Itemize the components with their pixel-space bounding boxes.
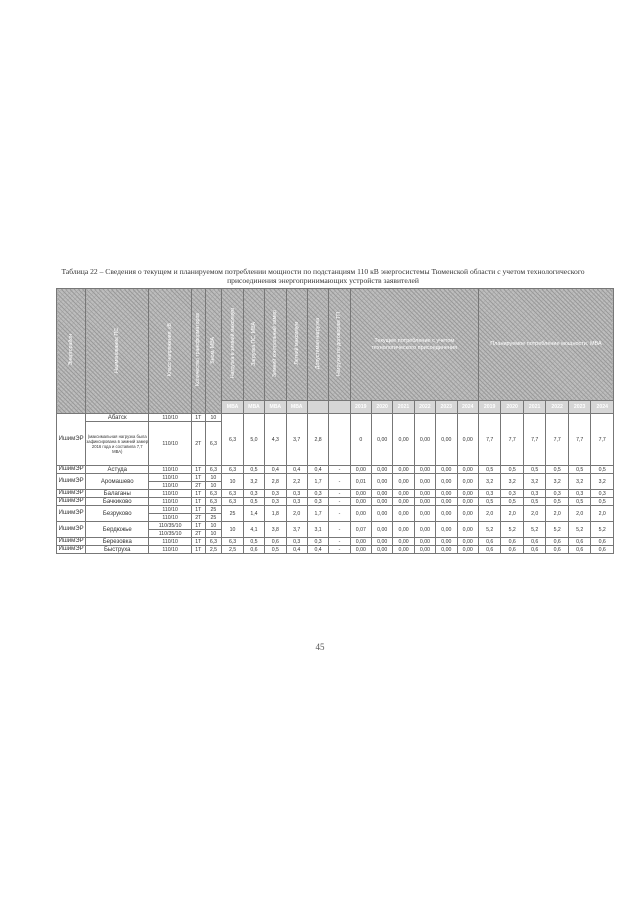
table-cell: ИшимЭР	[57, 474, 86, 490]
table-cell: 0,00	[350, 538, 371, 546]
table-cell: 0,4	[265, 466, 286, 474]
table-cell: 0,00	[393, 474, 414, 490]
header-smax: Нагрузка в зимний максимум	[222, 289, 243, 401]
table-cell: 0,00	[414, 522, 435, 538]
table-cell: 0,3	[307, 498, 328, 506]
table-cell: 0,5	[568, 498, 591, 506]
table-cell: 2,0	[501, 506, 524, 522]
table-row	[57, 498, 614, 506]
table-cell: 0,00	[457, 474, 478, 490]
table-cell: ИшимЭР	[57, 546, 86, 554]
subheader-cell: 2021	[393, 401, 414, 414]
subheader-cell: МВА	[243, 401, 264, 414]
table-cell: 0,00	[457, 522, 478, 538]
table-cell: Бердюжье	[86, 522, 149, 538]
table-cell: 0,3	[286, 538, 307, 546]
table-cell: 0,00	[436, 538, 457, 546]
table-cell: 1,4	[243, 506, 264, 522]
table-cell: 0,4	[286, 466, 307, 474]
table-row	[57, 546, 614, 554]
table-cell: -	[329, 466, 350, 474]
table-cell: Быструха	[86, 546, 149, 554]
subheader-cell: 2024	[591, 401, 614, 414]
table-cell: 1Т	[192, 490, 206, 498]
table-cell: 3,2	[568, 474, 591, 490]
table-cell: 0,5	[546, 466, 569, 474]
table-cell: Абатск	[86, 414, 149, 422]
table-cell: 0,00	[372, 498, 393, 506]
table-cell: 110/10	[149, 422, 192, 466]
table-cell: 110/35/10	[149, 530, 192, 538]
table-cell: 4,3	[265, 414, 286, 466]
table-cell: 5,2	[568, 522, 591, 538]
table-cell: 0,00	[393, 546, 414, 554]
table-cell: 0,00	[436, 546, 457, 554]
table-cell: 0,00	[457, 466, 478, 474]
table-cell: 6,3	[205, 422, 222, 466]
header-p2: Загрузка ПС, МВА	[243, 289, 264, 401]
table-cell: 0,00	[372, 466, 393, 474]
table-cell: 6,3	[222, 538, 243, 546]
table-cell: 0,00	[436, 522, 457, 538]
table-cell: 5,0	[243, 414, 264, 466]
table-cell: 0,6	[501, 538, 524, 546]
table-cell: 110/10	[149, 414, 192, 422]
table-cell: 0,00	[372, 522, 393, 538]
table-cell: 7,7	[568, 414, 591, 466]
header-p3: Зимний контрольный замер	[265, 289, 286, 401]
table-cell: 0,6	[523, 546, 546, 554]
table-cell: Балаганы	[86, 490, 149, 498]
table-cell: 0,4	[307, 466, 328, 474]
table-cell: 0,6	[265, 538, 286, 546]
table-cell: 3,8	[265, 522, 286, 538]
table-cell: 0,3	[591, 490, 614, 498]
table-cell: 6,3	[222, 466, 243, 474]
table-cell: 0,00	[436, 414, 457, 466]
table-cell: 0,00	[393, 466, 414, 474]
table-cell: 0,00	[372, 506, 393, 522]
table-row	[57, 474, 614, 482]
table-body	[57, 414, 614, 554]
table-cell: 25	[222, 506, 243, 522]
table-cell: 0,00	[350, 466, 371, 474]
table-cell: 0,07	[350, 522, 371, 538]
table-cell: 3,1	[307, 522, 328, 538]
table-cell: 6,3	[205, 466, 222, 474]
table-row	[57, 522, 614, 530]
table-cell: 0,6	[591, 538, 614, 546]
table-cell: 5,2	[501, 522, 524, 538]
table-cell: 2,0	[591, 506, 614, 522]
header-voltage: Класс напряжения, кВ	[149, 289, 192, 414]
substation-table	[56, 288, 614, 554]
table-cell: 0,6	[478, 538, 501, 546]
subheader-cell: 2019	[478, 401, 501, 414]
table-cell: 0,3	[307, 490, 328, 498]
table-cell: 0,00	[393, 538, 414, 546]
table-cell: 0,00	[414, 546, 435, 554]
table-cell: 0,00	[372, 474, 393, 490]
table-cell: 3,7	[286, 522, 307, 538]
table-cell: 0,5	[591, 498, 614, 506]
table-cell: ИшимЭР	[57, 490, 86, 498]
table-cell: 2,0	[478, 506, 501, 522]
table-cell: 7,7	[501, 414, 524, 466]
table-cell: 10	[205, 522, 222, 530]
table-cell: 7,7	[478, 414, 501, 466]
table-cell: 110/10	[149, 474, 192, 482]
table-cell: 110/10	[149, 490, 192, 498]
table-cell: 2,8	[265, 474, 286, 490]
table-cell: 110/10	[149, 498, 192, 506]
table-cell: 3,2	[501, 474, 524, 490]
subheader-cell: 2022	[414, 401, 435, 414]
table-cell: 7,7	[546, 414, 569, 466]
table-cell: 0,01	[350, 474, 371, 490]
table-cell: 0	[350, 414, 371, 466]
table-cell: 0,5	[265, 546, 286, 554]
table-cell: 25	[205, 514, 222, 522]
table-caption: Таблица 22 – Сведения о текущем и планируемом потреблении мощности по подстанциям 110 кВ энергосистемы Тюменской области с учетом технологического присоединения энергопринимающих устройств заявителей	[61, 267, 585, 285]
table-cell: 0,00	[372, 490, 393, 498]
table-cell: 0,00	[350, 546, 371, 554]
table-cell: 2,5	[205, 546, 222, 554]
table-cell: -	[329, 522, 350, 538]
table-cell: 3,2	[243, 474, 264, 490]
table-cell: 0,6	[523, 538, 546, 546]
table-cell: 0,3	[501, 490, 524, 498]
table-cell: 2Т	[192, 530, 206, 538]
table-cell: 6,3	[222, 414, 243, 466]
table-cell: 0,6	[568, 546, 591, 554]
table-cell: 1Т	[192, 466, 206, 474]
table-cell: 3,2	[478, 474, 501, 490]
table-cell: 0,3	[265, 490, 286, 498]
header-snom: Sном, МВА	[205, 289, 222, 414]
table-cell: 5,2	[478, 522, 501, 538]
table-row	[57, 506, 614, 514]
table-cell: 0,00	[436, 466, 457, 474]
table-cell: 6,3	[222, 490, 243, 498]
table-cell: 0,5	[568, 466, 591, 474]
table-cell: 0,00	[436, 498, 457, 506]
table-row	[57, 538, 614, 546]
table-cell: 0,5	[501, 498, 524, 506]
table-cell: -	[329, 498, 350, 506]
table-cell: 0,3	[478, 490, 501, 498]
table-cell: 2Т	[192, 422, 206, 466]
table-cell: 2,0	[523, 506, 546, 522]
table-cell: 1,8	[265, 506, 286, 522]
table-cell: 110/10	[149, 546, 192, 554]
table-cell: 110/10	[149, 482, 192, 490]
table-cell: -	[329, 538, 350, 546]
table-cell: 0,00	[393, 414, 414, 466]
table-cell: 0,3	[243, 490, 264, 498]
table-cell: 0,00	[414, 506, 435, 522]
table-cell: 0,00	[457, 498, 478, 506]
table-cell: 1Т	[192, 506, 206, 514]
subheader-cell: 2020	[501, 401, 524, 414]
table-cell: 0,00	[393, 498, 414, 506]
table-cell: Астуда	[86, 466, 149, 474]
table-cell: 5,2	[523, 522, 546, 538]
header-region: Энергорайон	[57, 289, 86, 414]
table-cell: 1,7	[307, 474, 328, 490]
table-cell: 0,6	[243, 546, 264, 554]
table-cell: 0,00	[372, 538, 393, 546]
table-cell: 1Т	[192, 474, 206, 482]
table-cell: ИшимЭР	[57, 466, 86, 474]
table-cell: ИшимЭР	[57, 414, 86, 466]
table-cell: -	[329, 474, 350, 490]
table-cell: 10	[205, 482, 222, 490]
table-cell: 0,3	[286, 490, 307, 498]
header-p6: Нагрузка по договорам ТП	[329, 289, 350, 401]
table-cell: 0,6	[546, 546, 569, 554]
table-cell: 0,3	[523, 490, 546, 498]
table-cell: 0,5	[243, 498, 264, 506]
header-name: Наименование ПС	[86, 289, 149, 414]
table-cell: 2Т	[192, 482, 206, 490]
table-cell: 0,4	[307, 546, 328, 554]
table-cell: 2,8	[307, 414, 328, 466]
table-cell: 3,2	[546, 474, 569, 490]
table-cell: 5,2	[546, 522, 569, 538]
table-cell: 0,00	[414, 538, 435, 546]
table-cell: 2,0	[286, 506, 307, 522]
subheader-cell: МВА	[222, 401, 243, 414]
table-cell: 0,5	[546, 498, 569, 506]
table-cell: Бачкиково	[86, 498, 149, 506]
table-cell: 0,00	[350, 490, 371, 498]
table-cell: 110/10	[149, 538, 192, 546]
table-cell: 0,6	[568, 538, 591, 546]
table-cell: 0,5	[523, 466, 546, 474]
table-cell: 0,5	[478, 466, 501, 474]
subheader-cell: МВА	[265, 401, 286, 414]
table-cell: 110/10	[149, 466, 192, 474]
table-cell: 0,00	[436, 506, 457, 522]
table-cell: 6,3	[222, 498, 243, 506]
table-cell: 6,3	[205, 490, 222, 498]
table-cell: ИшимЭР	[57, 538, 86, 546]
table-cell: 0,5	[523, 498, 546, 506]
table-cell: 0,00	[350, 506, 371, 522]
table-cell: 0,3	[546, 490, 569, 498]
table-cell: Безруково	[86, 506, 149, 522]
table-cell: 0,00	[457, 538, 478, 546]
table-cell: 0,00	[393, 522, 414, 538]
subheader-cell: 2020	[372, 401, 393, 414]
table-cell	[329, 414, 350, 466]
table-cell: 0,6	[501, 546, 524, 554]
table-cell: 0,00	[457, 506, 478, 522]
table-cell: 0,00	[372, 546, 393, 554]
table-cell: 5,2	[591, 522, 614, 538]
table-cell: -	[329, 546, 350, 554]
table-cell: 0,00	[372, 414, 393, 466]
table-cell: 3,2	[523, 474, 546, 490]
table-cell: 1Т	[192, 522, 206, 530]
table-cell: 0,00	[393, 506, 414, 522]
table-cell: 0,3	[265, 498, 286, 506]
table-cell: 0,3	[307, 538, 328, 546]
table-cell: 0,5	[591, 466, 614, 474]
table-cell: 0,6	[546, 538, 569, 546]
table-cell: 110/10	[149, 514, 192, 522]
table-row	[57, 490, 614, 498]
table-cell: 0,6	[591, 546, 614, 554]
table-cell: 2,2	[286, 474, 307, 490]
table-cell: 0,4	[286, 546, 307, 554]
table-cell: ИшимЭР	[57, 522, 86, 538]
table-cell: 0,5	[243, 538, 264, 546]
table-cell: (максимальная нагрузка была зафиксирована в зимний замер 2016 года и составила 7,7 МВА)	[86, 422, 149, 466]
page-number: 45	[315, 642, 325, 652]
table-cell: Аромашево	[86, 474, 149, 490]
subheader-cell: 2023	[568, 401, 591, 414]
table-cell: Березовка	[86, 538, 149, 546]
table-cell: 0,00	[414, 414, 435, 466]
table-cell: 3,7	[286, 414, 307, 466]
table-cell: 10	[205, 474, 222, 482]
table-cell: 3,2	[591, 474, 614, 490]
header-group-plan: Планируемое потребление мощности, МВА	[478, 289, 613, 401]
table-cell: 6,3	[205, 538, 222, 546]
table-cell: 2,5	[222, 546, 243, 554]
subheader-cell: МВА	[286, 401, 307, 414]
header-transformers: Количество трансформаторов	[192, 289, 206, 414]
table-cell: 2Т	[192, 514, 206, 522]
table-cell: 0,5	[243, 466, 264, 474]
subheader-cell	[329, 401, 350, 414]
table-cell: 0,3	[568, 490, 591, 498]
table-cell: 1Т	[192, 498, 206, 506]
table-cell: 0,6	[478, 546, 501, 554]
table-cell: 0,00	[350, 498, 371, 506]
table-cell: 110/10	[149, 506, 192, 514]
subheader-cell: 2024	[457, 401, 478, 414]
table-cell: 4,1	[243, 522, 264, 538]
table-cell: 1Т	[192, 538, 206, 546]
header-group-tp: Текущее потребление с учетом технологического присоединения	[350, 289, 478, 401]
table-cell: 1Т	[192, 414, 206, 422]
table-cell: 6,3	[205, 498, 222, 506]
table-cell: 0,3	[286, 498, 307, 506]
subheader-cell: 2021	[523, 401, 546, 414]
subheader-cell: 2023	[436, 401, 457, 414]
table-cell: 7,7	[591, 414, 614, 466]
table-cell: 10	[222, 474, 243, 490]
table-cell: 0,00	[414, 474, 435, 490]
header-p4: Летний максимум	[286, 289, 307, 401]
subheader-cell: 2022	[546, 401, 569, 414]
table-cell: 10	[205, 414, 222, 422]
table-cell: 0,00	[457, 546, 478, 554]
table-cell: 1Т	[192, 546, 206, 554]
table-cell: -	[329, 490, 350, 498]
table-cell: 2,0	[568, 506, 591, 522]
table-cell: 0,00	[393, 490, 414, 498]
subheader-cell: 2019	[350, 401, 371, 414]
table-cell: 0,5	[501, 466, 524, 474]
table-cell: 25	[205, 506, 222, 514]
table-cell: -	[329, 506, 350, 522]
table-cell: 0,00	[436, 474, 457, 490]
table-cell: 110/35/10	[149, 522, 192, 530]
subheader-cell	[307, 401, 328, 414]
table-row	[57, 466, 614, 474]
table-cell: 0,00	[457, 414, 478, 466]
table-cell: ИшимЭР	[57, 506, 86, 522]
table-cell: 0,00	[414, 466, 435, 474]
table-cell: 0,00	[436, 490, 457, 498]
table-cell: 10	[205, 530, 222, 538]
table-row	[57, 414, 614, 422]
table-cell: 2,0	[546, 506, 569, 522]
table-cell: 7,7	[523, 414, 546, 466]
table-cell: 0,00	[457, 490, 478, 498]
header-p5: Допустимая нагрузка	[307, 289, 328, 401]
table-cell: 0,00	[414, 498, 435, 506]
table-cell: ИшимЭР	[57, 498, 86, 506]
table-cell: 0,5	[478, 498, 501, 506]
table-cell: 10	[222, 522, 243, 538]
table-cell: 1,7	[307, 506, 328, 522]
table-cell: 0,00	[414, 490, 435, 498]
